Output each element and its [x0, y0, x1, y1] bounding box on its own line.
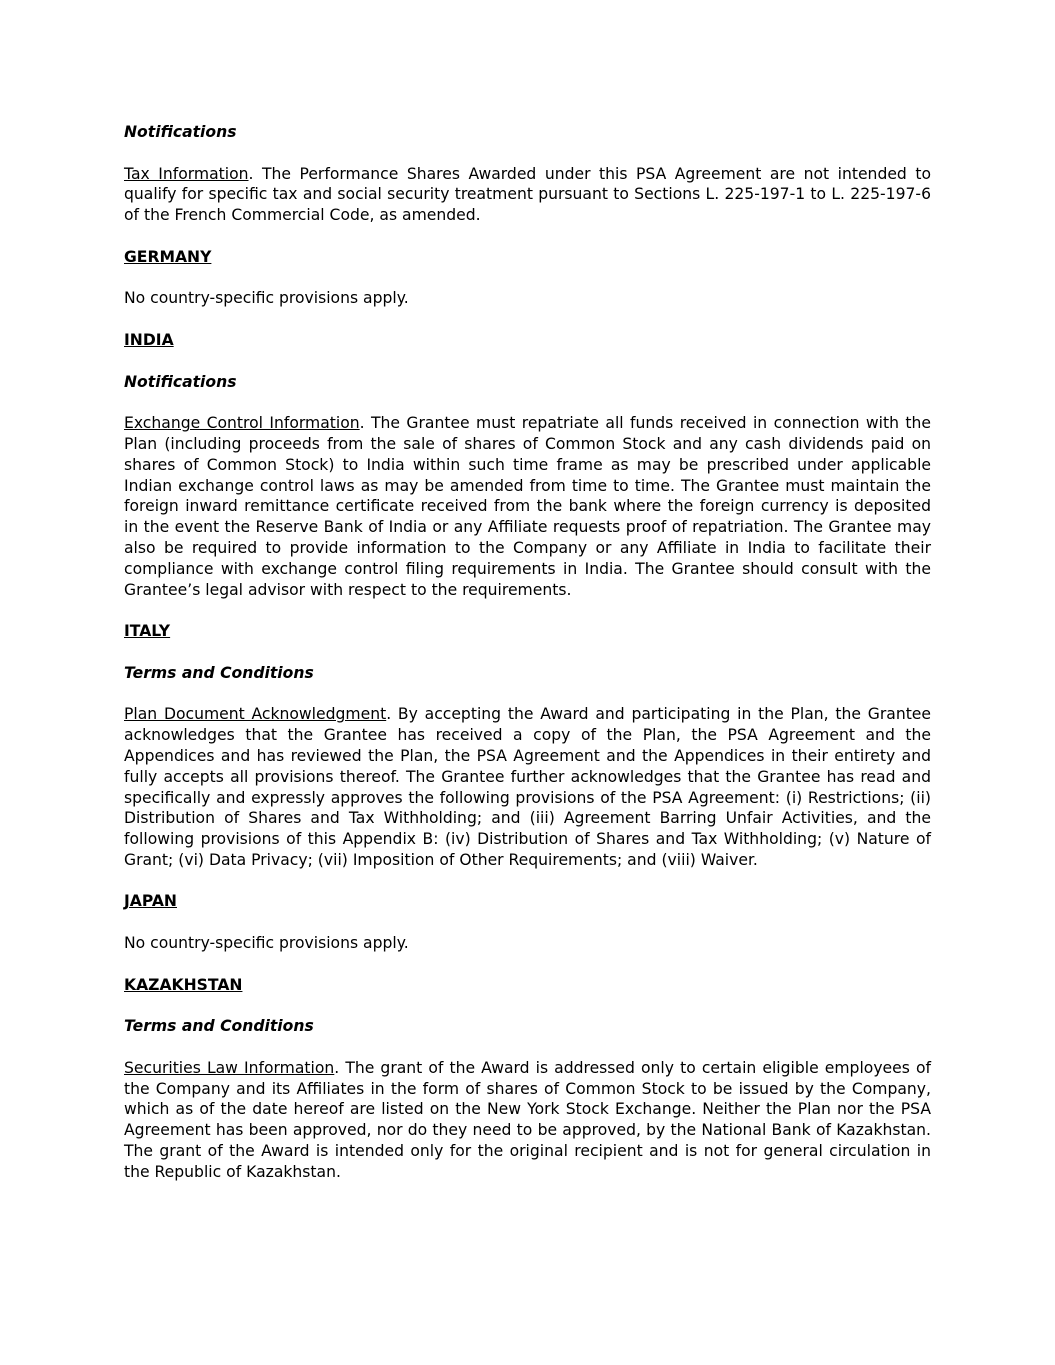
tax-information-body: . The Performance Shares Awarded under this PSA Agreement are not intended to qualify for specific tax and social security treatment pursuant to Sections L. 225-197-1 to L. 225-197-6 of the French Commercial Code, as amended. [124, 164, 931, 225]
kazakhstan-terms-heading: Terms and Conditions [124, 1017, 314, 1036]
tax-information-paragraph [124, 164, 931, 226]
exchange-control-lead: Exchange Control Information [124, 414, 360, 433]
india-heading: INDIA [124, 330, 174, 349]
japan-body: No country-specific provisions apply. [124, 934, 409, 953]
japan-heading: JAPAN [124, 892, 177, 911]
document-page [124, 122, 931, 1183]
italy-terms-heading: Terms and Conditions [124, 663, 314, 682]
securities-law-paragraph [124, 1058, 931, 1183]
securities-law-lead: Securities Law Information [124, 1058, 335, 1077]
plan-document-body: . By accepting the Award and participating in the Plan, the Grantee acknowledges that the Grantee has received a copy of the Plan, the PSA Agreement and the Appendices and has reviewed the Plan, the PSA Agreement and the Appendices in their entirety and fully accepts all provisions thereof. The Grantee further acknowledges that the Grantee has read and specifically and expressly approves the following provisions of the PSA Agreement: (i) Restrictions; (ii) Distribution of Shares and Tax Withholding; and (iii) Agreement Barring Unfair Activities, and the following provisions of this Appendix B: (iv) Distribution of Shares and Tax Withholding; (v) Nature of Grant; (vi) Data Privacy; (vii) Imposition of Other Requirements; and (viii) Waiver. [124, 705, 931, 869]
india-notifications-heading: Notifications [124, 372, 237, 391]
germany-heading: GERMANY [124, 247, 212, 266]
exchange-control-paragraph [124, 413, 931, 600]
germany-body: No country-specific provisions apply. [124, 289, 409, 308]
plan-document-paragraph [124, 704, 931, 870]
tax-information-lead: Tax Information [124, 164, 249, 183]
france-notifications-heading: Notifications [124, 123, 237, 141]
plan-document-lead: Plan Document Acknowledgment [124, 705, 387, 724]
italy-heading: ITALY [124, 622, 171, 641]
kazakhstan-heading: KAZAKHSTAN [124, 975, 243, 994]
securities-law-body: . The grant of the Award is addressed only to certain eligible employees of the Company and its Affiliates in the form of shares of Common Stock to be issued by the Company, which as of the date hereof are listed on the New York Stock Exchange. Neither the Plan nor the PSA Agreement has been approved, nor do they need to be approved, by the National Bank of Kazakhstan. The grant of the Award is intended only for the original recipient and is not for general circulation in the Republic of Kazakhstan. [124, 1058, 931, 1181]
exchange-control-body: . The Grantee must repatriate all funds received in connection with the Plan (including proceeds from the sale of shares of Common Stock and any cash dividends paid on shares of Common Stock) to India within such time frame as may be prescribed under applicable Indian exchange control laws as may be amended from time to time. The Grantee must maintain the foreign inward remittance certificate received from the bank where the foreign currency is deposited in the event the Reserve Bank of India or any Affiliate requests proof of repatriation. The Grantee may also be required to provide information to the Company or any Affiliate in India to facilitate their compliance with exchange control filing requirements in India. The Grantee should consult with the Grantee’s legal advisor with respect to the requirements. [124, 414, 931, 599]
